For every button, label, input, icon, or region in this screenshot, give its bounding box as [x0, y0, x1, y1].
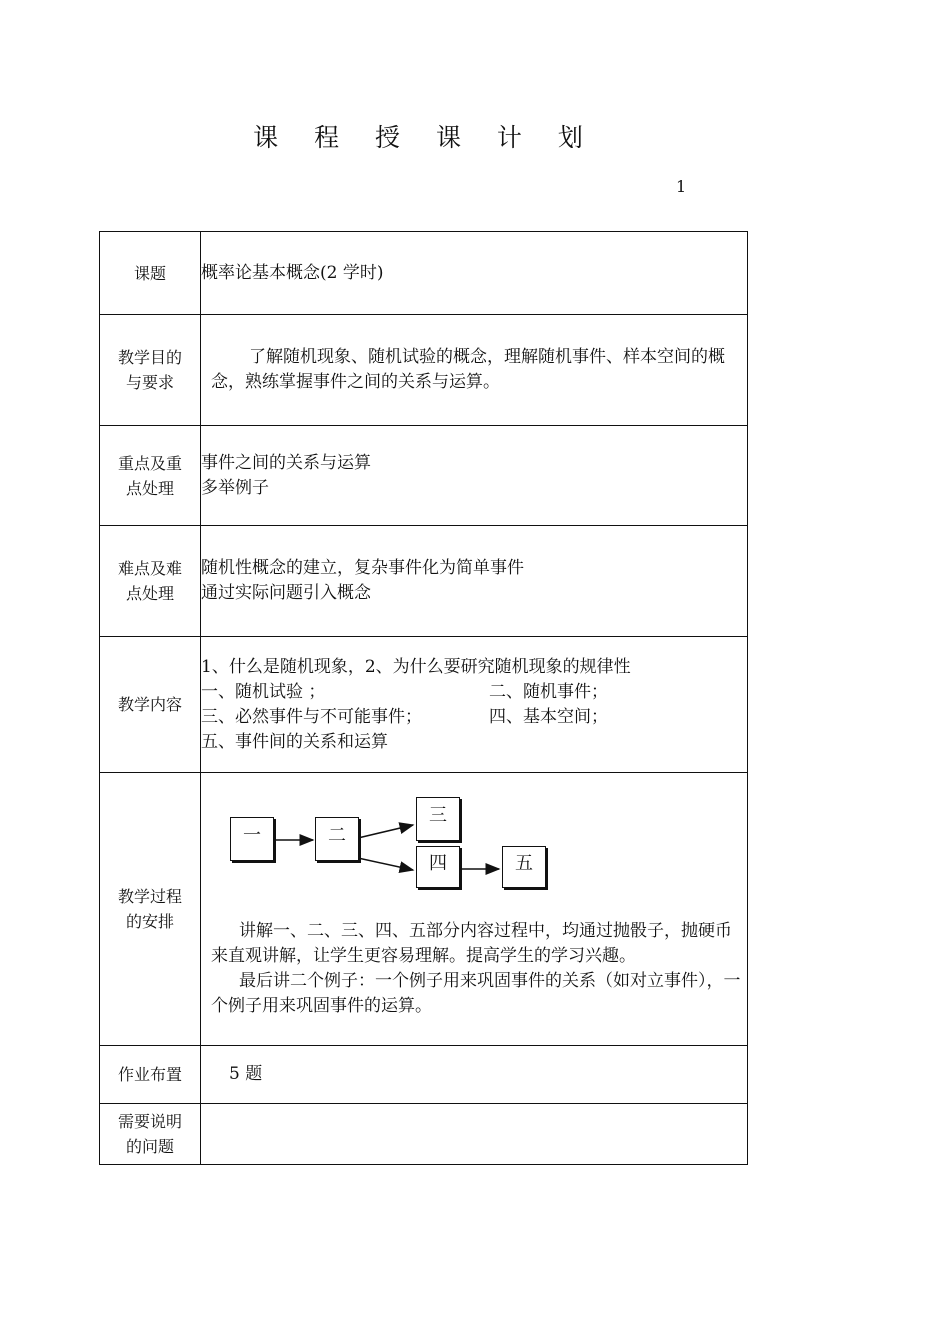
topic-value: 概率论基本概念(2 学时) — [201, 232, 748, 315]
content-row — [100, 637, 748, 773]
process-paragraph: 最后讲二个例子：一个例子用来巩固事件的关系（如对立事件），一个例子用来巩固事件的运算。 — [211, 971, 741, 1016]
arrow-2-4 — [358, 858, 413, 870]
content-item: 二、随机事件； — [489, 681, 608, 702]
objectives-cell — [201, 315, 748, 426]
flow-node-2: 二 — [315, 817, 359, 861]
objectives-label: 教学目的 与要求 — [100, 315, 201, 426]
page-number: 1 — [676, 177, 687, 196]
key-points-cell — [201, 426, 748, 526]
process-cell — [201, 773, 748, 1046]
difficulties-cell — [201, 526, 748, 637]
difficulties-label: 难点及难 点处理 — [100, 526, 201, 637]
flow-diagram — [201, 773, 747, 901]
objectives-row — [100, 315, 748, 426]
key-points-label: 重点及重 点处理 — [100, 426, 201, 526]
key-point-line: 事件之间的关系与运算 — [201, 452, 371, 473]
flow-arrows — [201, 773, 748, 901]
notes-label: 需要说明 的问题 — [100, 1104, 201, 1165]
lesson-plan-table — [99, 231, 748, 1165]
content-label: 教学内容 — [100, 637, 201, 773]
process-label: 教学过程 的安排 — [100, 773, 201, 1046]
notes-row — [100, 1104, 748, 1165]
difficulties-row — [100, 526, 748, 637]
process-description — [201, 919, 747, 1019]
content-item: 三、必然事件与不可能事件； — [201, 706, 422, 727]
homework-label: 作业布置 — [100, 1046, 201, 1104]
homework-row — [100, 1046, 748, 1104]
process-row — [100, 773, 748, 1046]
objectives-text: 了解随机现象、随机试验的概念，理解随机事件、样本空间的概念，熟练掌握事件之间的关系与运算。 — [211, 347, 725, 392]
homework-value: 5 题 — [201, 1046, 748, 1104]
flow-node-1: 一 — [230, 817, 274, 861]
topic-label: 课题 — [100, 232, 201, 315]
key-point-line: 多举例子 — [201, 477, 269, 498]
flow-node-5: 五 — [502, 846, 546, 888]
difficulty-line: 随机性概念的建立，复杂事件化为简单事件 — [201, 558, 524, 578]
difficulty-line: 通过实际问题引入概念 — [201, 583, 371, 603]
content-item: 一、随机试验 ； — [201, 681, 326, 702]
content-item: 四、基本空间； — [489, 706, 608, 727]
content-intro: 1、什么是随机现象，2、为什么要研究随机现象的规律性 — [201, 656, 631, 677]
flow-node-3: 三 — [416, 797, 460, 841]
flow-node-4: 四 — [416, 846, 460, 888]
key-points-row — [100, 426, 748, 526]
content-item: 五、事件间的关系和运算 — [201, 731, 388, 752]
page-title: 课 程 授 课 计 划 — [253, 123, 597, 152]
process-paragraph: 讲解一、二、三、四、五部分内容过程中，均通过抛骰子，抛硬币来直观讲解，让学生更容易理解。提高学生的学习兴趣。 — [211, 921, 732, 966]
arrow-2-3 — [358, 825, 413, 838]
notes-value — [201, 1104, 748, 1165]
topic-row — [100, 232, 748, 315]
content-cell — [201, 637, 748, 773]
